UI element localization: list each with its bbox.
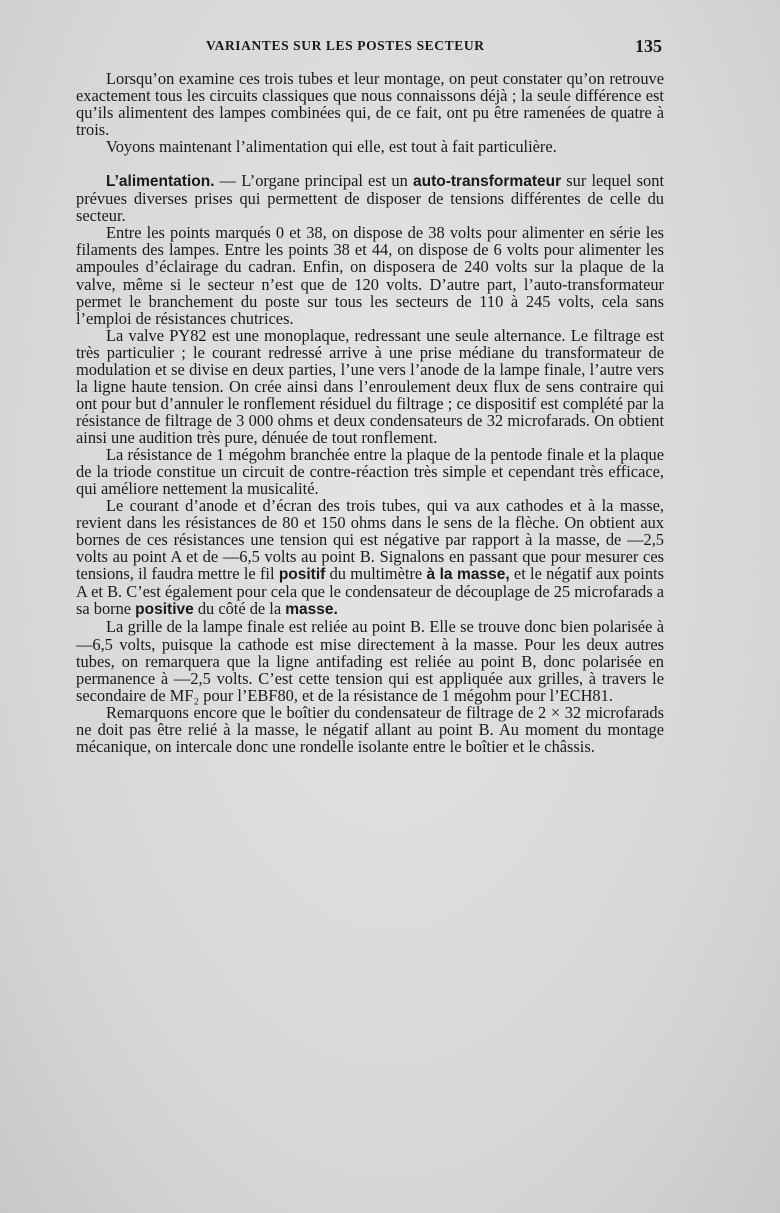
paragraph-6: La résistance de 1 mégohm branchée entre la plaque de la pentode finale et la plaque de la triode constitue un circuit de contre-réaction très simple et cependant très efficace, qui améliore nettement la musicalité. <box>76 444 664 499</box>
bold-term: à la masse, <box>426 566 510 584</box>
paragraph-8: La grille de la lampe finale est reliée au point B. Elle se trouve donc bien polarisée à —6,5 volts, puisque la cathode est mise directement à la masse. Pour les deux autres tubes, on remarquera que la ligne antifading est reliée au point B, donc polarisée en permanence à —2,5 volts. C’est cette tension qui est appliquée aux grilles, à travers le secondaire de MF₂ pour l’EBF80, et de la résistance de 1 mégohm pour l’ECH81. <box>76 617 664 705</box>
paragraph-1: Lorsqu’on examine ces trois tubes et leur montage, on peut constater qu’on retrouve exactement tous les circuits classiques que nous connaissons déjà ; la seule différence est qu’ils alimentent des lampes combinées qui, de ce fait, ont pu être ramenées de quatre à trois. <box>76 69 664 140</box>
paragraph-2: Voyons maintenant l’alimentation qui elle, est tout à fait particulière. <box>106 137 557 157</box>
section-heading: L’alimentation. <box>106 173 215 191</box>
paragraph-5: La valve PY82 est une monoplaque, redressant une seule alternance. Le filtrage est très particulier ; le courant redressé arrive à une prise médiane du transformateur de modulation et se divise en deux parties, l’une vers l’anode de la lampe finale, l’autre vers la ligne haute tension. On crée ainsi dans l’enroulement deux flux de sens contraire qui ont pour but d’annuler le ronflement résiduel du filtrage ; ce dispositif est complété par la résistance de filtrage de 3 000 ohms et deux condensateurs de 32 microfarads. On obtient ainsi une audition très pure, dénuée de tout ronflement. <box>76 325 664 447</box>
paragraph-4: Entre les points marqués 0 et 38, on dispose de 38 volts pour alimenter en série les filaments des lampes. Entre les points 38 et 44, on dispose de 6 volts pour alimenter les ampoules d’éclairage du cadran. Enfin, on disposera de 240 volts sur la plaque de la valve, même si le secteur n’est que de 120 volts. D’autre part, l’auto-transformateur permet le branchement du poste sur tous les secteurs de 110 à 245 volts, cela sans l’emploi de résistances chutrices. <box>76 223 664 328</box>
bold-term: masse. <box>285 601 338 619</box>
page-number: 135 <box>635 36 662 56</box>
page-header <box>76 36 666 58</box>
paragraph-alimentation: L’alimentation. — L’organe principal est un auto-transformateur sur lequel sont prévues diverses prises qui permettent de disposer de tensions différentes de celle du secteur. <box>76 171 665 226</box>
bold-term: auto-transformateur <box>412 173 562 191</box>
paragraph-7: Le courant d’anode et d’écran des trois tubes, qui va aux cathodes et à la masse, revient dans les résistances de 80 et 150 ohms dans le sens de la flèche. On obtient aux bornes de ces résistances une tension qui est négative par rapport à la masse, de —2,5 volts au point A et de —6,5 volts au point B. Signalons en passant que pour mesurer ces tensions, il faudra mettre le fil positif du multimètre à la masse, et le négatif aux points A et B. C’est également pour cela que le condensateur de découplage de 25 microfarads a sa borne positive du côté de la masse. <box>76 496 664 619</box>
paragraph-9: Remarquons encore que le boîtier du condensateur de filtrage de 2 × 32 microfarads ne doit pas être relié à la masse, le négatif allant au point B. Au moment du montage mécanique, on intercale donc une rondelle isolante entre le boîtier et le châssis. <box>76 702 664 756</box>
running-title: VARIANTES SUR LES POSTES SECTEUR <box>206 38 485 53</box>
bold-term: positive <box>135 601 194 619</box>
page-body <box>76 70 664 755</box>
bold-term: positif <box>278 566 326 584</box>
